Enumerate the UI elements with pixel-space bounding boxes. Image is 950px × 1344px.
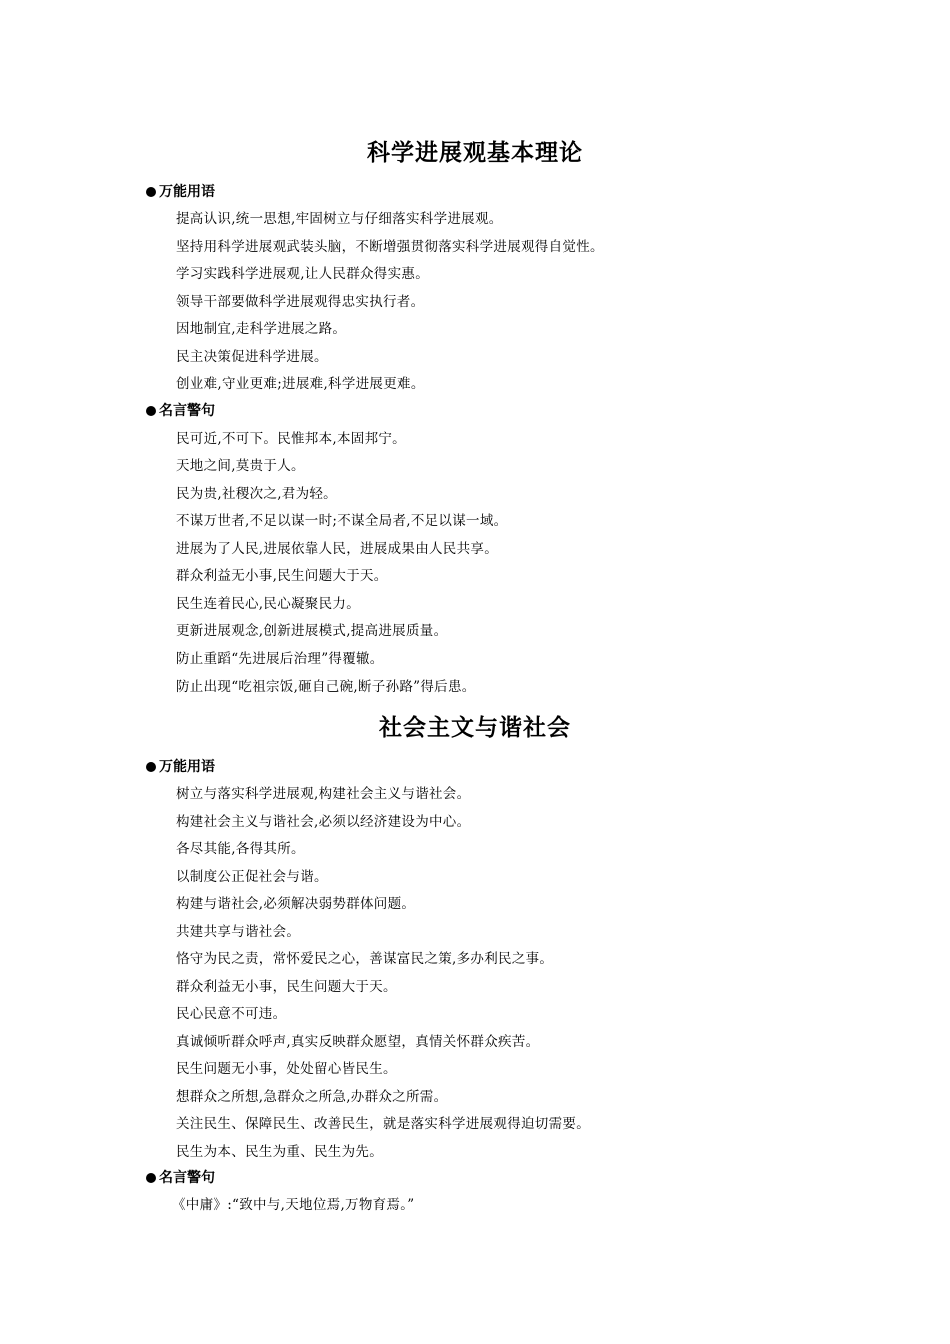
heading-label: 万能用语 [159,184,215,200]
text-line: 树立与落实科学进展观,构建社会主义与谐社会。 [176,786,471,802]
text-line: 民生为本、民生为重、民生为先。 [176,1144,383,1160]
section-title: 社会主文与谐社会 [379,714,571,741]
text-line: 民心民意不可违。 [176,1006,287,1022]
text-line: 真诚倾听群众呼声,真实反映群众愿望，真情关怀群众疾苦。 [176,1034,540,1050]
text-line: 构建与谐社会,必须解决弱势群体问题。 [176,896,416,912]
text-line: 恪守为民之责，常怀爱民之心，善谋富民之策,多办利民之事。 [176,951,554,967]
bullet-icon [146,1173,156,1183]
text-line: 更新进展观念,创新进展模式,提高进展质量。 [176,623,448,639]
text-line: 想群众之所想,急群众之所急,办群众之所需。 [176,1089,448,1105]
bullet-icon [146,406,156,416]
text-line: 民主决策促进科学进展。 [176,349,328,365]
heading-label: 名言警句 [159,1170,215,1186]
text-line: 防止重蹈“先进展后治理”得覆辙。 [176,651,384,667]
text-line: 提高认识,统一思想,牢固树立与仔细落实科学进展观。 [176,211,503,227]
text-line: 《中庸》:“致中与,天地位焉,万物育焉。” [172,1197,415,1213]
section-heading [146,400,215,420]
section-heading [146,1167,215,1187]
heading-label: 万能用语 [159,759,215,775]
text-line: 学习实践科学进展观,让人民群众得实惠。 [176,266,429,282]
text-line: 民生问题无小事，处处留心皆民生。 [176,1061,397,1077]
text-line: 不谋万世者,不足以谋一时;不谋全局者,不足以谋一域。 [176,513,508,529]
text-line: 以制度公正促社会与谐。 [176,869,328,885]
section-title: 科学进展观基本理论 [367,139,583,166]
text-line: 构建社会主义与谐社会,必须以经济建设为中心。 [176,814,471,830]
text-line: 民生连着民心,民心凝聚民力。 [176,596,360,612]
section-heading [146,181,215,201]
text-line: 民为贵,社稷次之,君为轻。 [176,486,337,502]
bullet-icon [146,762,156,772]
text-line: 进展为了人民,进展依靠人民，进展成果由人民共享。 [176,541,498,557]
text-line: 群众利益无小事,民生问题大于天。 [176,568,388,584]
text-line: 民可近,不可下。民惟邦本,本固邦宁。 [176,431,406,447]
text-line: 坚持用科学进展观武装头脑，不断增强贯彻落实科学进展观得自觉性。 [176,239,604,255]
text-line: 共建共享与谐社会。 [176,924,301,940]
text-line: 群众利益无小事，民生问题大于天。 [176,979,397,995]
text-line: 各尽其能,各得其所。 [176,841,305,857]
text-line: 天地之间,莫贵于人。 [176,458,305,474]
text-line: 关注民生、保障民生、改善民生，就是落实科学进展观得迫切需要。 [176,1116,590,1132]
text-line: 创业难,守业更难;进展难,科学进展更难。 [176,376,425,392]
section-heading [146,756,215,776]
text-line: 因地制宜,走科学进展之路。 [176,321,347,337]
heading-label: 名言警句 [159,403,215,419]
text-line: 领导干部要做科学进展观得忠实执行者。 [176,294,425,310]
text-line: 防止出现“吃祖宗饭,砸自己碗,断子孙路”得后患。 [176,679,476,695]
bullet-icon [146,187,156,197]
